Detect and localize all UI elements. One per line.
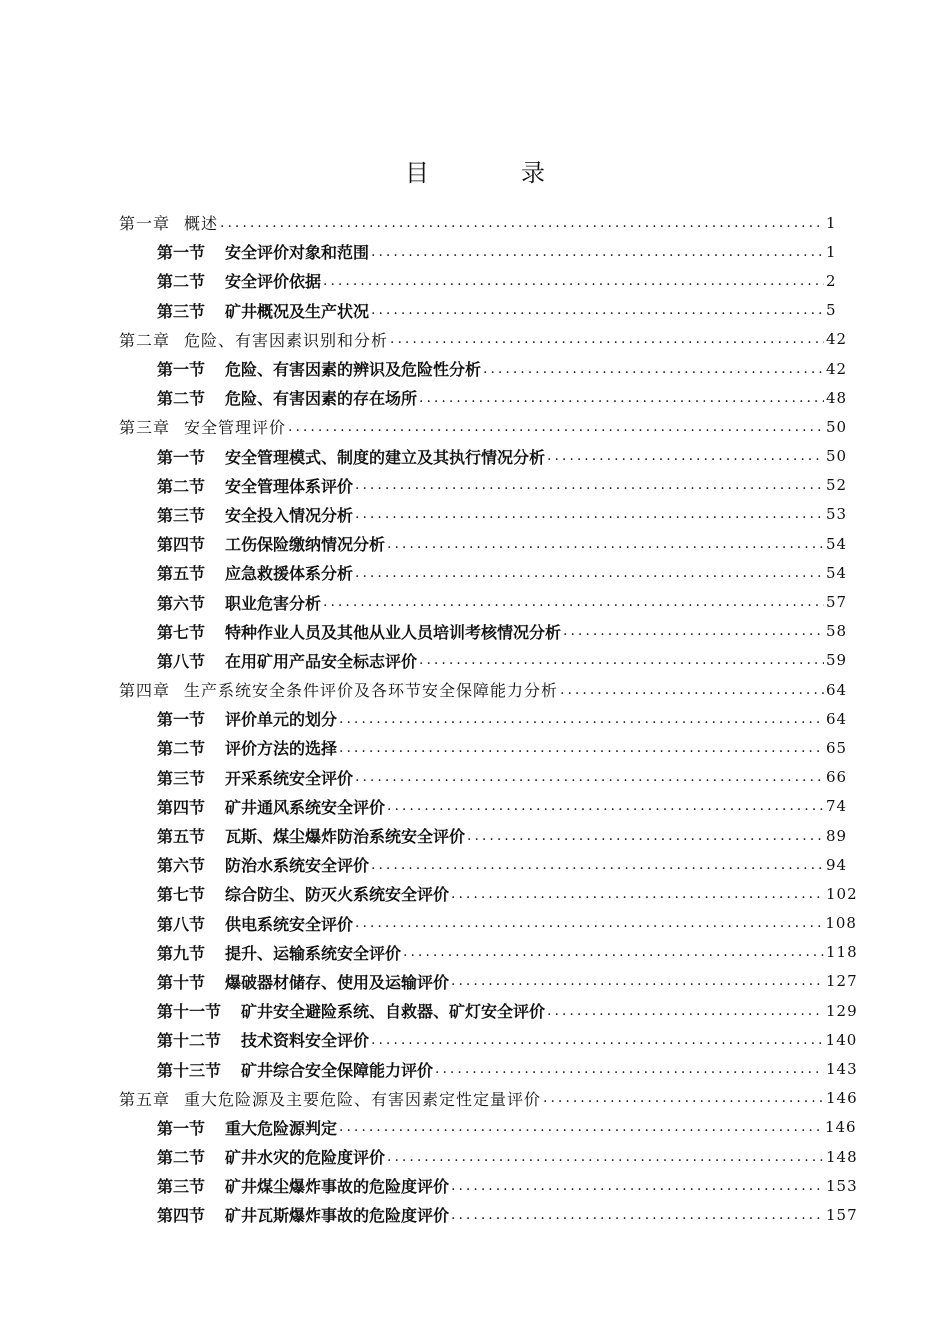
toc-leader-dots: [387, 798, 824, 814]
toc-leader-dots: [435, 1061, 824, 1077]
toc-section-entry[interactable]: [0, 587, 950, 616]
toc-entry-title: 在用矿用产品安全标志评价: [225, 651, 418, 671]
toc-chapter-entry[interactable]: [0, 675, 950, 704]
toc-entry-title: 概述: [184, 214, 219, 234]
toc-page-number: 146: [824, 1118, 857, 1137]
toc-leader-dots: [560, 682, 824, 698]
toc-entry-number: 第十节: [157, 972, 206, 992]
toc-page-number: 89: [826, 826, 848, 845]
toc-leader-dots: [563, 623, 824, 639]
toc-section-entry[interactable]: [0, 1200, 950, 1229]
toc-section-entry[interactable]: [0, 296, 950, 325]
toc-entry-number: 第七节: [157, 622, 206, 642]
toc-section-entry[interactable]: [0, 850, 950, 879]
toc-entry-number: 第二节: [157, 1148, 206, 1168]
toc-leader-dots: [339, 740, 824, 756]
toc-entry-number: 第十二节: [157, 1031, 222, 1051]
toc-section-entry[interactable]: [0, 763, 950, 792]
toc-entry-title: 开采系统安全评价: [225, 768, 354, 788]
toc-leader-dots: [547, 448, 824, 464]
toc-entry-title: 综合防尘、防灭火系统安全评价: [225, 885, 450, 905]
toc-entry-number: 第一节: [157, 710, 206, 730]
toc-entry-title: 重大危险源及主要危险、有害因素定性定量评价: [184, 1089, 542, 1109]
toc-entry-title: 工伤保险缴纳情况分析: [225, 535, 386, 555]
toc-section-entry[interactable]: [0, 471, 950, 500]
toc-page-number: 153: [826, 1176, 858, 1195]
toc-leader-dots: [371, 1032, 824, 1048]
toc-section-entry[interactable]: [0, 266, 950, 295]
toc-section-entry[interactable]: [0, 1113, 950, 1142]
toc-entry-number: 第六节: [157, 856, 206, 876]
toc-page-number: 42: [826, 359, 848, 378]
toc-leader-dots: [339, 1119, 823, 1135]
toc-leader-dots: [355, 769, 824, 785]
toc-section-entry[interactable]: [0, 1025, 950, 1054]
toc-page-number: 129: [826, 1001, 858, 1020]
toc-entry-number: 第五节: [157, 827, 206, 847]
toc-entry-number: 第四章: [119, 681, 171, 701]
toc-page-number: 1: [826, 213, 837, 232]
toc-section-entry[interactable]: [0, 646, 950, 675]
toc-page-number: 1: [826, 242, 837, 261]
toc-entry-number: 第三章: [119, 418, 171, 438]
toc-page-number: 58: [826, 622, 848, 641]
toc-section-entry[interactable]: [0, 821, 950, 850]
toc-leader-dots: [371, 302, 824, 318]
toc-entry-title: 评价方法的选择: [225, 739, 338, 759]
toc-page-number: 148: [826, 1147, 858, 1166]
toc-entry-number: 第八节: [157, 651, 206, 671]
toc-page-number: 50: [826, 447, 848, 466]
toc-entry-number: 第四节: [157, 1206, 206, 1226]
toc-entry-title: 特种作业人员及其他从业人员培训考核情况分析: [225, 622, 562, 642]
toc-entry-title: 防治水系统安全评价: [225, 856, 370, 876]
toc-section-entry[interactable]: [0, 383, 950, 412]
toc-entry-title: 瓦斯、煤尘爆炸防治系统安全评价: [225, 827, 466, 847]
toc-entry-number: 第一节: [157, 1118, 206, 1138]
toc-page-number: 5: [826, 301, 837, 320]
toc-entry-title: 矿井安全避险系统、自救器、矿灯安全评价: [241, 1002, 546, 1022]
toc-entry-number: 第二节: [157, 272, 206, 292]
toc-page-number: 146: [826, 1089, 858, 1108]
toc-leader-dots: [543, 1090, 824, 1106]
toc-entry-number: 第四节: [157, 797, 206, 817]
toc-entry-number: 第二节: [157, 476, 206, 496]
toc-section-entry[interactable]: [0, 996, 950, 1025]
toc-entry-title: 安全管理模式、制度的建立及其执行情况分析: [225, 447, 546, 467]
toc-leader-dots: [355, 915, 823, 931]
toc-entry-number: 第九节: [157, 943, 206, 963]
toc-entry-number: 第五节: [157, 564, 206, 584]
toc-entry-title: 爆破器材储存、使用及运输评价: [225, 972, 450, 992]
toc-leader-dots: [419, 652, 824, 668]
toc-section-entry[interactable]: [0, 967, 950, 996]
toc-entry-title: 危险、有害因素的存在场所: [225, 389, 418, 409]
toc-entry-number: 第八节: [157, 914, 206, 934]
toc-page-number: 65: [826, 738, 848, 757]
toc-leader-dots: [390, 331, 824, 347]
toc-leader-dots: [355, 506, 824, 522]
toc-section-entry[interactable]: [0, 500, 950, 529]
toc-entry-number: 第三节: [157, 505, 206, 525]
toc-entry-title: 应急救援体系分析: [225, 564, 354, 584]
toc-page-number: 59: [826, 651, 848, 670]
toc-leader-dots: [451, 1178, 824, 1194]
toc-entry-title: 技术资料安全评价: [241, 1031, 370, 1051]
toc-page-number: 57: [826, 593, 848, 612]
toc-entry-number: 第二章: [119, 330, 171, 350]
toc-section-entry[interactable]: [0, 704, 950, 733]
toc-section-entry[interactable]: [0, 617, 950, 646]
toc-chapter-entry[interactable]: [0, 1084, 950, 1113]
toc-chapter-entry[interactable]: [0, 412, 950, 441]
toc-leader-dots: [323, 594, 824, 610]
toc-page-number: 50: [826, 417, 848, 436]
toc-entry-title: 矿井水灾的危险度评价: [225, 1148, 386, 1168]
toc-entry-number: 第六节: [157, 593, 206, 613]
toc-page-number: 2: [826, 271, 837, 290]
toc-leader-dots: [371, 244, 824, 260]
toc-entry-title: 矿井煤尘爆炸事故的危险度评价: [225, 1177, 450, 1197]
toc-entry-number: 第十一节: [157, 1002, 222, 1022]
toc-chapter-entry[interactable]: [0, 325, 950, 354]
toc-page-number: 52: [826, 476, 848, 495]
toc-leader-dots: [451, 1207, 824, 1223]
toc-entry-title: 供电系统安全评价: [225, 914, 354, 934]
toc-list: [0, 208, 950, 1230]
toc-page-number: 64: [826, 709, 848, 728]
toc-leader-dots: [483, 361, 824, 377]
toc-section-entry[interactable]: [0, 879, 950, 908]
toc-section-entry[interactable]: [0, 938, 950, 967]
toc-section-entry[interactable]: [0, 442, 950, 471]
toc-leader-dots: [387, 1149, 824, 1165]
toc-entry-number: 第一节: [157, 447, 206, 467]
toc-leader-dots: [451, 973, 824, 989]
toc-entry-number: 第四节: [157, 535, 206, 555]
toc-section-entry[interactable]: [0, 909, 950, 938]
toc-leader-dots: [467, 828, 824, 844]
toc-page-number: 74: [826, 797, 848, 816]
toc-leader-dots: [355, 477, 824, 493]
toc-entry-number: 第五章: [119, 1089, 171, 1109]
toc-leader-dots: [451, 886, 824, 902]
toc-leader-dots: [419, 390, 824, 406]
toc-leader-dots: [547, 1003, 824, 1019]
toc-entry-title: 生产系统安全条件评价及各环节安全保障能力分析: [184, 681, 559, 701]
toc-page-number: 54: [826, 563, 848, 582]
toc-entry-title: 矿井通风系统安全评价: [225, 797, 386, 817]
toc-leader-dots: [387, 536, 824, 552]
toc-entry-title: 安全管理体系评价: [225, 476, 354, 496]
toc-leader-dots: [323, 273, 824, 289]
toc-section-entry[interactable]: [0, 733, 950, 762]
toc-entry-title: 安全评价对象和范围: [225, 243, 370, 263]
toc-entry-number: 第一节: [157, 360, 206, 380]
toc-page-number: 140: [825, 1030, 858, 1049]
toc-chapter-entry[interactable]: [0, 208, 950, 237]
toc-page-number: 64: [826, 680, 848, 699]
page-title: 目 录: [405, 159, 579, 187]
toc-entry-title: 提升、运输系统安全评价: [225, 943, 402, 963]
toc-section-entry[interactable]: [0, 1171, 950, 1200]
toc-entry-title: 矿井瓦斯爆炸事故的危险度评价: [225, 1206, 450, 1226]
toc-section-entry[interactable]: [0, 558, 950, 587]
toc-entry-number: 第一节: [157, 243, 206, 263]
toc-page-number: 157: [826, 1205, 858, 1224]
toc-entry-number: 第三节: [157, 768, 206, 788]
toc-page-number: 102: [826, 884, 858, 903]
toc-entry-number: 第十三节: [157, 1060, 222, 1080]
toc-entry-number: 第七节: [157, 885, 206, 905]
toc-page-number: 127: [826, 972, 858, 991]
toc-entry-title: 矿井综合安全保障能力评价: [241, 1060, 434, 1080]
toc-entry-title: 评价单元的划分: [225, 710, 338, 730]
toc-page-number: 48: [826, 388, 848, 407]
toc-entry-title: 矿井概况及生产状况: [225, 301, 370, 321]
toc-page-number: 66: [826, 768, 848, 787]
toc-section-entry[interactable]: [0, 792, 950, 821]
toc-page-number: 42: [826, 330, 848, 349]
toc-page-number: 53: [826, 505, 848, 524]
toc-leader-dots: [339, 711, 824, 727]
toc-entry-title: 重大危险源判定: [225, 1118, 338, 1138]
toc-entry-number: 第三节: [157, 1177, 206, 1197]
toc-page-number: 118: [826, 943, 858, 962]
toc-entry-title: 职业危害分析: [225, 593, 322, 613]
toc-page-number: 54: [826, 534, 848, 553]
toc-entry-title: 安全投入情况分析: [225, 505, 354, 525]
toc-entry-title: 危险、有害因素的辨识及危险性分析: [225, 360, 482, 380]
toc-leader-dots: [371, 857, 824, 873]
toc-entry-number: 第二节: [157, 739, 206, 759]
toc-page-number: 108: [825, 914, 857, 933]
toc-section-entry[interactable]: [0, 1054, 950, 1083]
toc-entry-number: 第三节: [157, 301, 206, 321]
toc-leader-dots: [220, 215, 824, 231]
toc-section-entry[interactable]: [0, 1142, 950, 1171]
toc-section-entry[interactable]: [0, 354, 950, 383]
toc-page-number: 143: [826, 1060, 858, 1079]
toc-leader-dots: [355, 565, 824, 581]
toc-leader-dots: [288, 419, 824, 435]
toc-section-entry[interactable]: [0, 237, 950, 266]
toc-entry-number: 第一章: [119, 214, 171, 234]
toc-entry-title: 安全评价依据: [225, 272, 322, 292]
toc-entry-title: 安全管理评价: [184, 418, 287, 438]
toc-section-entry[interactable]: [0, 529, 950, 558]
toc-page-number: 94: [826, 855, 848, 874]
toc-leader-dots: [403, 944, 824, 960]
toc-entry-number: 第二节: [157, 389, 206, 409]
toc-entry-title: 危险、有害因素识别和分析: [184, 330, 389, 350]
